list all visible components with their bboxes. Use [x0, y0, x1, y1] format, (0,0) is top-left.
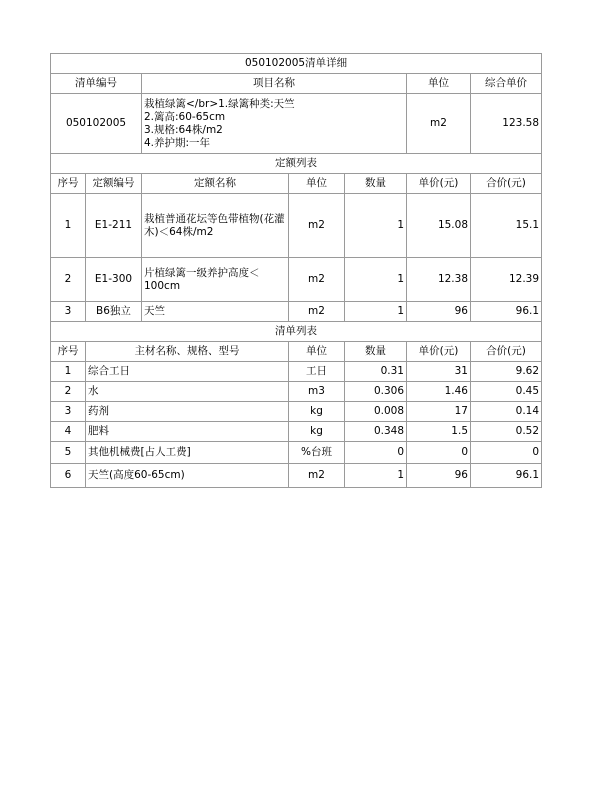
quota-total: 15.1	[471, 194, 542, 258]
bill-code: 050102005	[51, 94, 142, 154]
quota-header-total: 合价(元)	[471, 174, 542, 194]
quota-code: E1-300	[86, 258, 142, 302]
material-total: 9.62	[471, 362, 542, 382]
bill-row	[51, 94, 542, 154]
material-total: 0.45	[471, 382, 542, 402]
material-header-row	[51, 342, 542, 362]
material-unit-price: 96	[407, 464, 471, 488]
quota-name: 栽植普通花坛等色带植物(花灌木)＜64株/m2	[142, 194, 289, 258]
material-unit-price: 1.5	[407, 422, 471, 442]
quota-unit: m2	[289, 302, 345, 322]
material-unit: m3	[289, 382, 345, 402]
material-header-unit-price: 单价(元)	[407, 342, 471, 362]
material-unit: m2	[289, 464, 345, 488]
material-total: 96.1	[471, 464, 542, 488]
quota-header-unit-price: 单价(元)	[407, 174, 471, 194]
material-row	[51, 362, 542, 382]
material-row	[51, 382, 542, 402]
bill-price: 123.58	[471, 94, 542, 154]
material-name: 其他机械费[占人工费]	[86, 442, 289, 464]
material-unit: kg	[289, 422, 345, 442]
bill-header-row	[51, 74, 542, 94]
quota-unit-price: 15.08	[407, 194, 471, 258]
quota-name: 天竺	[142, 302, 289, 322]
quota-row	[51, 194, 542, 258]
material-no: 3	[51, 402, 86, 422]
quota-no: 1	[51, 194, 86, 258]
quota-header-qty: 数量	[345, 174, 407, 194]
quota-name: 片植绿篱一级养护高度＜100cm	[142, 258, 289, 302]
material-header-qty: 数量	[345, 342, 407, 362]
material-name: 综合工日	[86, 362, 289, 382]
quota-header-unit: 单位	[289, 174, 345, 194]
material-unit-price: 31	[407, 362, 471, 382]
material-row	[51, 422, 542, 442]
material-row	[51, 442, 542, 464]
material-total: 0	[471, 442, 542, 464]
material-header-no: 序号	[51, 342, 86, 362]
bill-detail-table	[50, 53, 542, 488]
material-no: 1	[51, 362, 86, 382]
quota-qty: 1	[345, 258, 407, 302]
material-total: 0.14	[471, 402, 542, 422]
header-composite-price: 综合单价	[471, 74, 542, 94]
material-qty: 0.348	[345, 422, 407, 442]
quota-unit: m2	[289, 194, 345, 258]
table-title: 050102005清单详细	[51, 54, 542, 74]
header-project-name: 项目名称	[142, 74, 407, 94]
material-unit-price: 1.46	[407, 382, 471, 402]
material-row	[51, 402, 542, 422]
material-unit: %台班	[289, 442, 345, 464]
quota-code: B6独立	[86, 302, 142, 322]
quota-total: 12.39	[471, 258, 542, 302]
material-no: 5	[51, 442, 86, 464]
material-unit: kg	[289, 402, 345, 422]
quota-qty: 1	[345, 302, 407, 322]
bill-description: 栽植绿篱</br>1.绿篱种类:天竺 2.篱高:60-65cm 3.规格:64株/m2 4.养护期:一年	[142, 94, 407, 154]
quota-qty: 1	[345, 194, 407, 258]
material-name: 肥料	[86, 422, 289, 442]
header-unit: 单位	[407, 74, 471, 94]
material-unit: 工日	[289, 362, 345, 382]
quota-header-row	[51, 174, 542, 194]
material-row	[51, 464, 542, 488]
material-no: 2	[51, 382, 86, 402]
material-qty: 0.306	[345, 382, 407, 402]
material-no: 6	[51, 464, 86, 488]
quota-section-title: 定额列表	[51, 154, 542, 174]
quota-header-code: 定额编号	[86, 174, 142, 194]
material-header-unit: 单位	[289, 342, 345, 362]
material-name: 水	[86, 382, 289, 402]
material-qty: 0.31	[345, 362, 407, 382]
quota-row	[51, 258, 542, 302]
bill-unit: m2	[407, 94, 471, 154]
quota-unit-price: 12.38	[407, 258, 471, 302]
material-total: 0.52	[471, 422, 542, 442]
quota-no: 2	[51, 258, 86, 302]
quota-header-no: 序号	[51, 174, 86, 194]
material-qty: 0	[345, 442, 407, 464]
material-section-title: 清单列表	[51, 322, 542, 342]
quota-row	[51, 302, 542, 322]
material-header-total: 合价(元)	[471, 342, 542, 362]
material-no: 4	[51, 422, 86, 442]
material-name: 药剂	[86, 402, 289, 422]
material-unit-price: 0	[407, 442, 471, 464]
quota-header-name: 定额名称	[142, 174, 289, 194]
material-unit-price: 17	[407, 402, 471, 422]
material-name: 天竺(高度60-65cm)	[86, 464, 289, 488]
material-qty: 1	[345, 464, 407, 488]
quota-unit: m2	[289, 258, 345, 302]
quota-unit-price: 96	[407, 302, 471, 322]
quota-code: E1-211	[86, 194, 142, 258]
material-header-name: 主材名称、规格、型号	[86, 342, 289, 362]
header-bill-code: 清单编号	[51, 74, 142, 94]
material-qty: 0.008	[345, 402, 407, 422]
quota-total: 96.1	[471, 302, 542, 322]
quota-no: 3	[51, 302, 86, 322]
